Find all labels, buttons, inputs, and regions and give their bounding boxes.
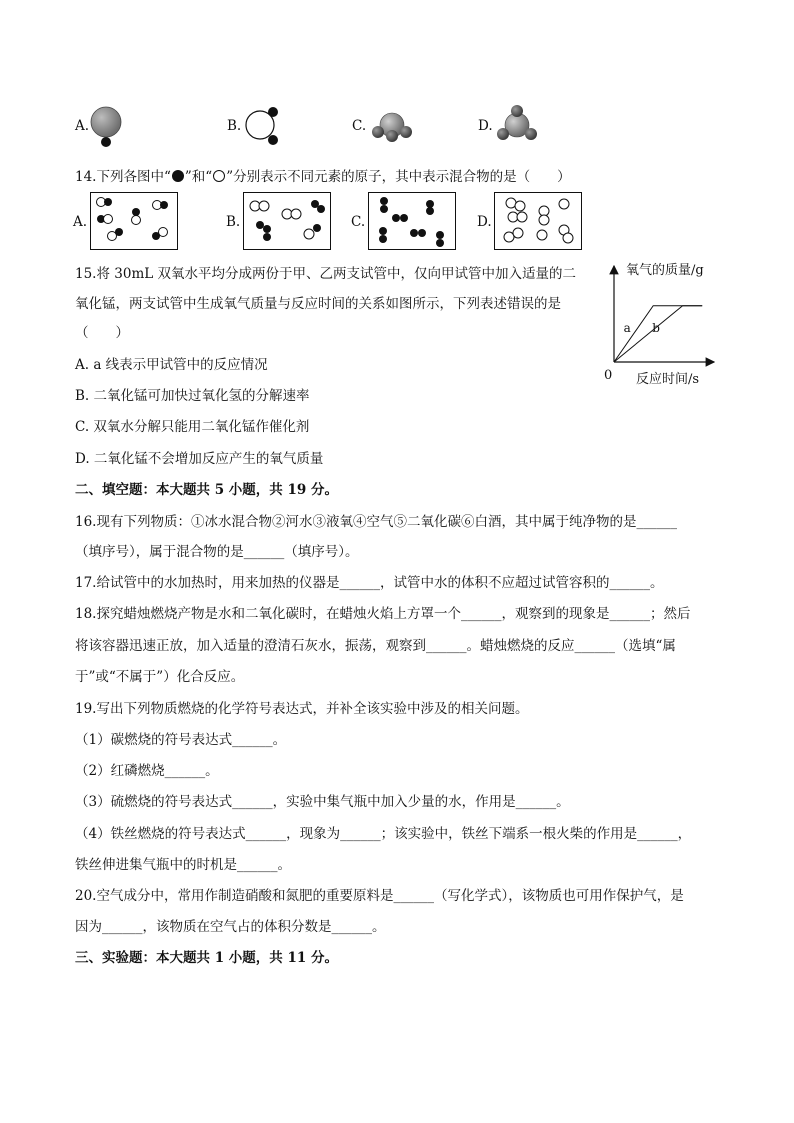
oxygen-mass-vs-time-chart <box>594 256 724 390</box>
chart-series-label-a: a <box>623 320 631 335</box>
q19-line-4: （3）硫燃烧的符号表达式______，实验中集气瓶中加入少量的水，作用是______。 <box>75 794 570 810</box>
box-white-molecules-icon <box>494 192 582 250</box>
chart-series-label-b: b <box>652 320 660 335</box>
black-atom-icon <box>171 169 185 183</box>
q13-option-c-label: C. <box>352 118 367 134</box>
section-3-heading: 三、实验题：本大题共 1 小题，共 11 分。 <box>75 950 338 966</box>
q19-line-3: （2）红磷燃烧______。 <box>75 763 219 779</box>
q15-line-3: （ ） <box>75 325 129 341</box>
q19-line-5: （4）铁丝燃烧的符号表达式______，现象为______；该实验中，铁丝下端系一根火柴的作用是______， <box>75 826 692 842</box>
four-atom-grey-molecule-icon <box>494 104 540 146</box>
q18-line-3: 于”或“不属于”）化合反应。 <box>75 669 245 685</box>
q14-option-a-label: A. <box>73 214 88 230</box>
triatomic-grey-molecule-icon <box>369 108 415 144</box>
box-black-molecules-icon <box>368 192 456 250</box>
diatomic-white-black-molecule-icon <box>243 103 283 149</box>
q14-option-b-label: B. <box>226 214 241 230</box>
chart-origin-label: 0 <box>604 368 613 383</box>
q17-line-1: 17.给试管中的水加热时，用来加热的仪器是______，试管中水的体积不应超过试管容积的______。 <box>75 575 664 591</box>
q19-line-6: 铁丝伸进集气瓶中的时机是______。 <box>75 857 291 873</box>
q15-option-c: C. 双氧水分解只能用二氧化锰作催化剂 <box>75 419 310 435</box>
q20-line-1: 20.空气成分中，常用作制造硝酸和氮肥的重要原料是______（写化学式），该物质也可用作保护气，是 <box>75 888 684 904</box>
q14-option-c-label: C. <box>351 214 366 230</box>
q16-line-2: （填序号），属于混合物的是______（填序号）。 <box>75 544 359 560</box>
q19-line-2: （1）碳燃烧的符号表达式______。 <box>75 732 287 748</box>
q15-line-2: 氧化锰，两支试管中生成氧气质量与反应时间的关系如图所示，下列表述错误的是 <box>75 296 561 312</box>
box-mixed-diatomic-molecules-icon <box>90 192 178 250</box>
q15-option-a: A. a 线表示甲试管中的反应情况 <box>75 357 268 373</box>
q15-line-1: 15.将 30mL 双氧水平均分成两份于甲、乙两支试管中，仅向甲试管中加入适量的二 <box>75 266 576 282</box>
q14-stem: 14.下列各图中“ ”和“ ”分别表示不同元素的原子，其中表示混合物的是（ ） <box>75 169 571 185</box>
box-mixed-atoms-icon <box>243 192 331 250</box>
q18-line-1: 18.探究蜡烛燃烧产物是水和二氧化碳时，在蜡烛火焰上方罩一个______，观察到的现象是______；然后 <box>75 606 691 622</box>
white-atom-icon <box>212 169 226 183</box>
q19-line-1: 19.写出下列物质燃烧的化学符号表达式，并补全该实验中涉及的相关问题。 <box>75 701 529 717</box>
single-large-grey-atom-icon <box>88 105 124 149</box>
q13-option-a-label: A. <box>75 118 90 134</box>
q13-option-b-label: B. <box>227 118 242 134</box>
q20-line-2: 因为______，该物质在空气占的体积分数是______。 <box>75 919 386 935</box>
q13-option-d-label: D. <box>478 118 493 134</box>
q15-option-b: B. 二氧化锰可加快过氧化氢的分解速率 <box>75 388 310 404</box>
section-2-heading: 二、填空题：本大题共 5 小题，共 19 分。 <box>75 482 338 498</box>
q15-option-d: D. 二氧化锰不会增加反应产生的氧气质量 <box>75 451 324 467</box>
q16-line-1: 16.现有下列物质：①冰水混合物②河水③液氧④空气⑤二氧化碳⑥白酒，其中属于纯净物的是______ <box>75 514 677 530</box>
chart-x-label: 反应时间/s <box>636 372 700 387</box>
q18-line-2: 将该容器迅速正放，加入适量的澄清石灰水，振荡，观察到______。蜡烛燃烧的反应______（选填“属 <box>75 638 676 654</box>
q14-option-d-label: D. <box>477 214 492 230</box>
chart-y-label: 氧气的质量/g <box>626 263 704 278</box>
